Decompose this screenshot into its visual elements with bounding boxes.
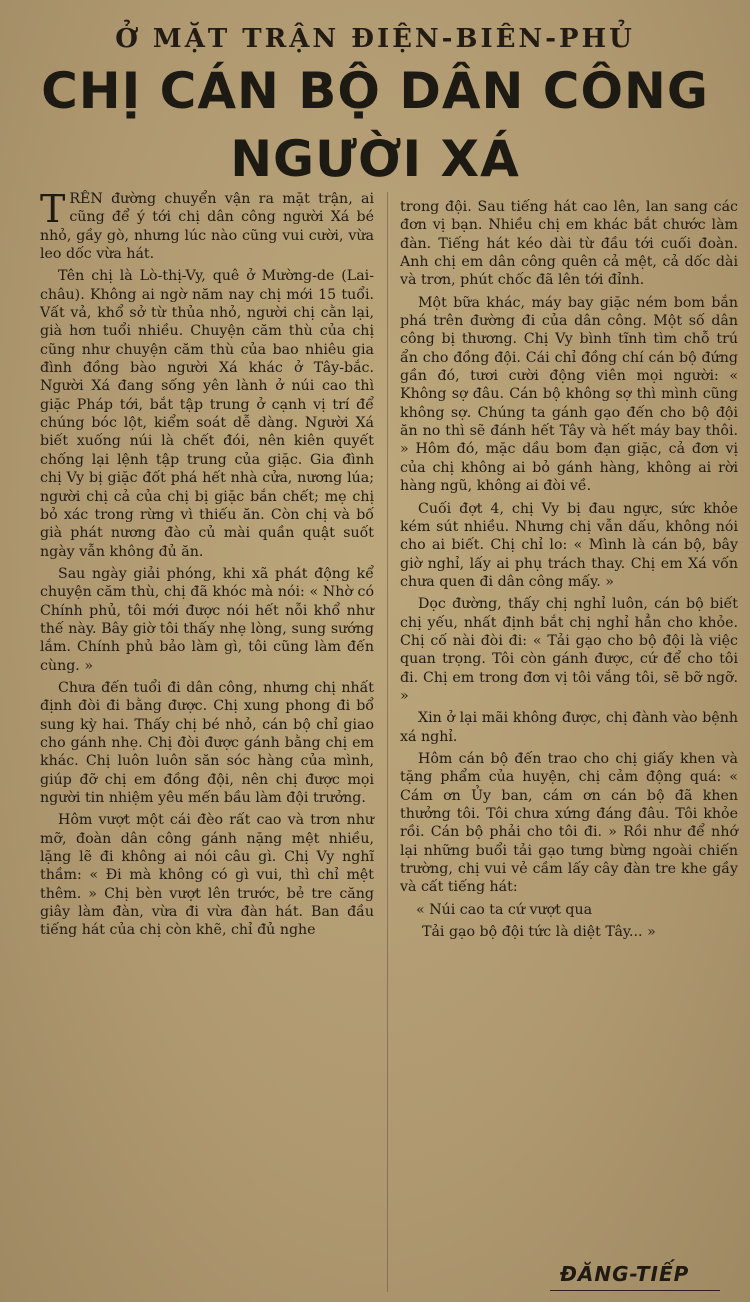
- paragraph: Xin ở lại mãi không được, chị đành vào bệnh xá nghỉ.: [400, 710, 738, 745]
- paragraph: Hôm cán bộ đến trao cho chị giấy khen và tặng phẩm của huyện, chị cảm động quá: « Cám ơn Ủy ban, cám ơn cán bộ đã khen thưởng tôi. Tôi chưa xứng đáng đâu. Tôi khỏe rồi. Cán bộ phải cho tôi đi. » Rồi như để nhớ lại những buổi tải gạo tưng bừng ngoài chiến trường, chị vui vẻ cầm lấy cây đàn tre khe gầy và cất tiếng hát:: [400, 750, 738, 896]
- paragraph: trong đội. Sau tiếng hát cao lên, lan sang các đơn vị bạn. Nhiều chị em khác bắt chước làm đàn. Tiếng hát kéo dài từ đầu tới cuối đoàn. Anh chị em dân công quên cả mệt, cả dốc dài và trơn, phút chốc đã lên tới đỉnh.: [400, 199, 738, 289]
- signature-underline: [550, 1290, 720, 1291]
- article-headline-line1: CHỊ CÁN BỘ DÂN CÔNG: [41, 62, 709, 120]
- paragraph: Dọc đường, thấy chị nghỉ luôn, cán bộ biết chị yếu, nhất định bắt chị nghỉ hẳn cho khỏe. Chị cố nài đòi đi: « Tải gạo cho bộ đội là việc quan trọng. Tôi còn gánh được, cứ để cho tôi đi. Chị em trong đơn vị tôi vắng tôi, sẽ bỡ ngỡ. »: [400, 596, 738, 704]
- paragraph: Một bữa khác, máy bay giặc ném bom bắn phá trên đường đi của dân công. Một số dân công bị thương. Chị Vy bình tĩnh tìm chỗ trú ẩn cho đồng đội. Cái chỉ đồng chí cán bộ đứng gần đó, tươi cười động viên mọi người: « Không sợ đâu. Cán bộ không sợ thì mình cũng không sợ. Chúng ta gánh gạo đến cho bộ đội ăn no thì sẽ đánh hết Tây và hết máy bay thôi. » Hôm đó, mặc dầu bom đạn giặc, cả đơn vị của chị không ai bỏ gánh hàng, không ai rời hàng ngũ, không ai đòi về.: [400, 294, 738, 495]
- column-divider: [387, 192, 388, 1292]
- paragraph: Hôm vượt một cái đèo rất cao và trơn như mỡ, đoàn dân công gánh nặng mệt nhiều, lặng lẽ đi không ai nói câu gì. Chị Vy nghĩ thầm: « Đi mà không có gì vui, thì chỉ mệt thêm. » Chị bèn vượt lên trước, bẻ tre căng giây làm đàn, vừa đi vừa đàn hát. Ban đầu tiếng hát của chị còn khẽ, chỉ đủ nghe: [40, 812, 374, 939]
- paragraph: [40, 187, 374, 263]
- article-column-right: [400, 198, 738, 945]
- paragraph: Chưa đến tuổi đi dân công, nhưng chị nhất định đòi đi bằng được. Chị xung phong đi bổ sung kỳ hai. Thấy chị bé nhỏ, cán bộ chỉ giao cho gánh nhẹ. Chị đòi được gánh bằng chị em khác. Chị luôn luôn săn sóc hàng của mình, giúp đỡ chị em đồng đội, nên chị được mọi người tin nhiệm yêu mến bầu làm đội trưởng.: [40, 679, 374, 806]
- article-column-left: [40, 187, 374, 944]
- paragraph: Cuối đợt 4, chị Vy bị đau ngực, sức khỏe kém sút nhiều. Nhưng chị vẫn dấu, không nói cho ai biết. Chị chỉ lo: « Mình là cán bộ, bây giờ nghỉ, lấy ai phụ trách thay. Chị em Xá vốn chưa quen đi dân công mấy. »: [400, 500, 738, 590]
- drop-cap: T: [40, 187, 66, 231]
- author-signature: ĐĂNG-TIẾP: [560, 1262, 690, 1286]
- song-line: « Núi cao ta cứ vượt qua: [416, 901, 593, 918]
- article-kicker: Ở MẶT TRẬN ĐIỆN-BIÊN-PHỦ: [115, 24, 635, 54]
- paragraph-text: RÊN đường chuyển vận ra mặt trận, ai cũng để ý tới chị dân công người Xá bé nhỏ, gầy gò, nhưng lúc nào cũng vui cười, vừa leo dốc vừa hát.: [40, 191, 374, 263]
- paragraph: Sau ngày giải phóng, khi xã phát động kể chuyện căm thù, chị đã khóc mà nói: « Nhờ có Chính phủ, tôi mới được nói hết nỗi khổ như thế này. Bây giờ tôi thấy nhẹ lòng, sung sướng lắm. Chính phủ bảo làm gì, tôi cũng làm đến cùng. »: [40, 565, 374, 674]
- song-line: Tải gạo bộ đội tức là diệt Tây... »: [422, 924, 656, 941]
- article-headline-line2: NGƯỜI XÁ: [230, 130, 520, 188]
- paragraph: Tên chị là Lò-thị-Vy, quê ở Mường-de (Lai-châu). Không ai ngờ năm nay chị mới 15 tuổi. Vất vả, khổ sở từ thủa nhỏ, người chị cằn lại, già hơn tuổi nhiều. Chuyện căm thù của chị cũng như chuyện căm thù của bao nhiêu gia đình đồng bào người Xá khác ở Tây-bắc. Người Xá đang sống yên lành ở núi cao thì giặc Pháp tới, bắt tập trung ở cạnh vị trí để chúng bóc lột, kiểm soát dễ dàng. Người Xá biết xuống núi là chết đói, nên kiên quyết chống lại lệnh tập trung của giặc. Gia đình chị Vy bị giặc đốt phá hết nhà cửa, nương lúa; người chị cả của chị bị giặc bắn chết; mẹ chị bỏ xác trong rừng vì thiếu ăn. Còn chị và bố già phát nương đào củ mài quần quật suốt ngày vẫn không đủ ăn.: [40, 268, 374, 560]
